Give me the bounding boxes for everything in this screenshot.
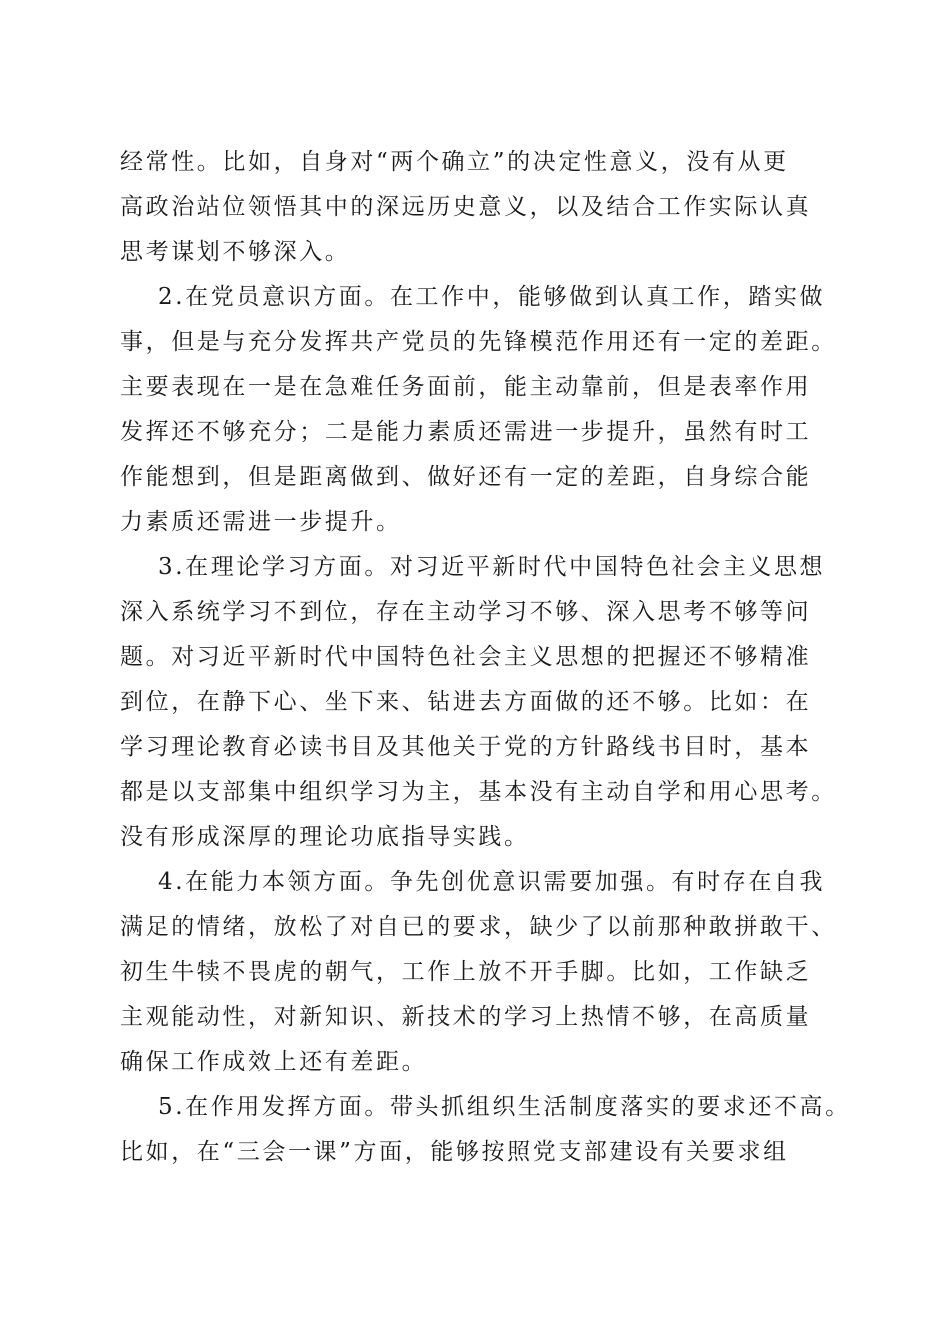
- text-line: 作能想到，但是距离做到、做好还有一定的差距，自身综合能: [120, 464, 812, 490]
- text-line: 高政治站位领悟其中的深远历史意义，以及结合工作实际认真: [120, 194, 812, 220]
- text-line: 深入系统学习不到位，存在主动学习不够、深入思考不够等问: [120, 599, 812, 625]
- text-line: 题。对习近平新时代中国特色社会主义思想的把握还不够精准: [120, 644, 812, 670]
- text-line: 发挥还不够充分；二是能力素质还需进一步提升，虽然有时工: [120, 419, 812, 445]
- paragraph-start-line: 5.在作用发挥方面。带头抓组织生活制度落实的要求还不高。: [158, 1094, 851, 1120]
- text-line: 初生牛犊不畏虎的朝气，工作上放不开手脚。比如，工作缺乏: [120, 959, 812, 985]
- text-line: 思考谋划不够深入。: [120, 239, 351, 265]
- paragraph-start-line: 3.在理论学习方面。对习近平新时代中国特色社会主义思想: [158, 554, 826, 580]
- text-line: 主观能动性，对新知识、新技术的学习上热情不够，在高质量: [120, 1004, 812, 1030]
- text-line: 力素质还需进一步提升。: [120, 509, 402, 535]
- text-line: 确保工作成效上还有差距。: [120, 1049, 428, 1075]
- text-line: 经常性。比如，自身对“两个确立”的决定性意义，没有从更: [120, 149, 789, 175]
- paragraph-start-line: 4.在能力本领方面。争先创优意识需要加强。有时存在自我: [158, 869, 826, 895]
- document-body: [120, 140, 851, 1175]
- paragraph-start-line: 2.在党员意识方面。在工作中，能够做到认真工作，踏实做: [158, 284, 826, 310]
- text-line: 事，但是与充分发挥共产党员的先锋模范作用还有一定的差距。: [120, 329, 837, 355]
- text-line: 没有形成深厚的理论功底指导实践。: [120, 824, 530, 850]
- text-line: 主要表现在一是在急难任务面前，能主动靠前，但是表率作用: [120, 374, 812, 400]
- text-line: 比如，在“三会一课”方面，能够按照党支部建设有关要求组: [120, 1139, 789, 1165]
- text-line: 学习理论教育必读书目及其他关于党的方针路线书目时，基本: [120, 734, 812, 760]
- text-line: 满足的情绪，放松了对自已的要求，缺少了以前那种敢拼敢干、: [120, 914, 837, 940]
- text-line: 都是以支部集中组织学习为主，基本没有主动自学和用心思考。: [120, 779, 837, 805]
- text-line: 到位，在静下心、坐下来、钻进去方面做的还不够。比如：在: [120, 689, 812, 715]
